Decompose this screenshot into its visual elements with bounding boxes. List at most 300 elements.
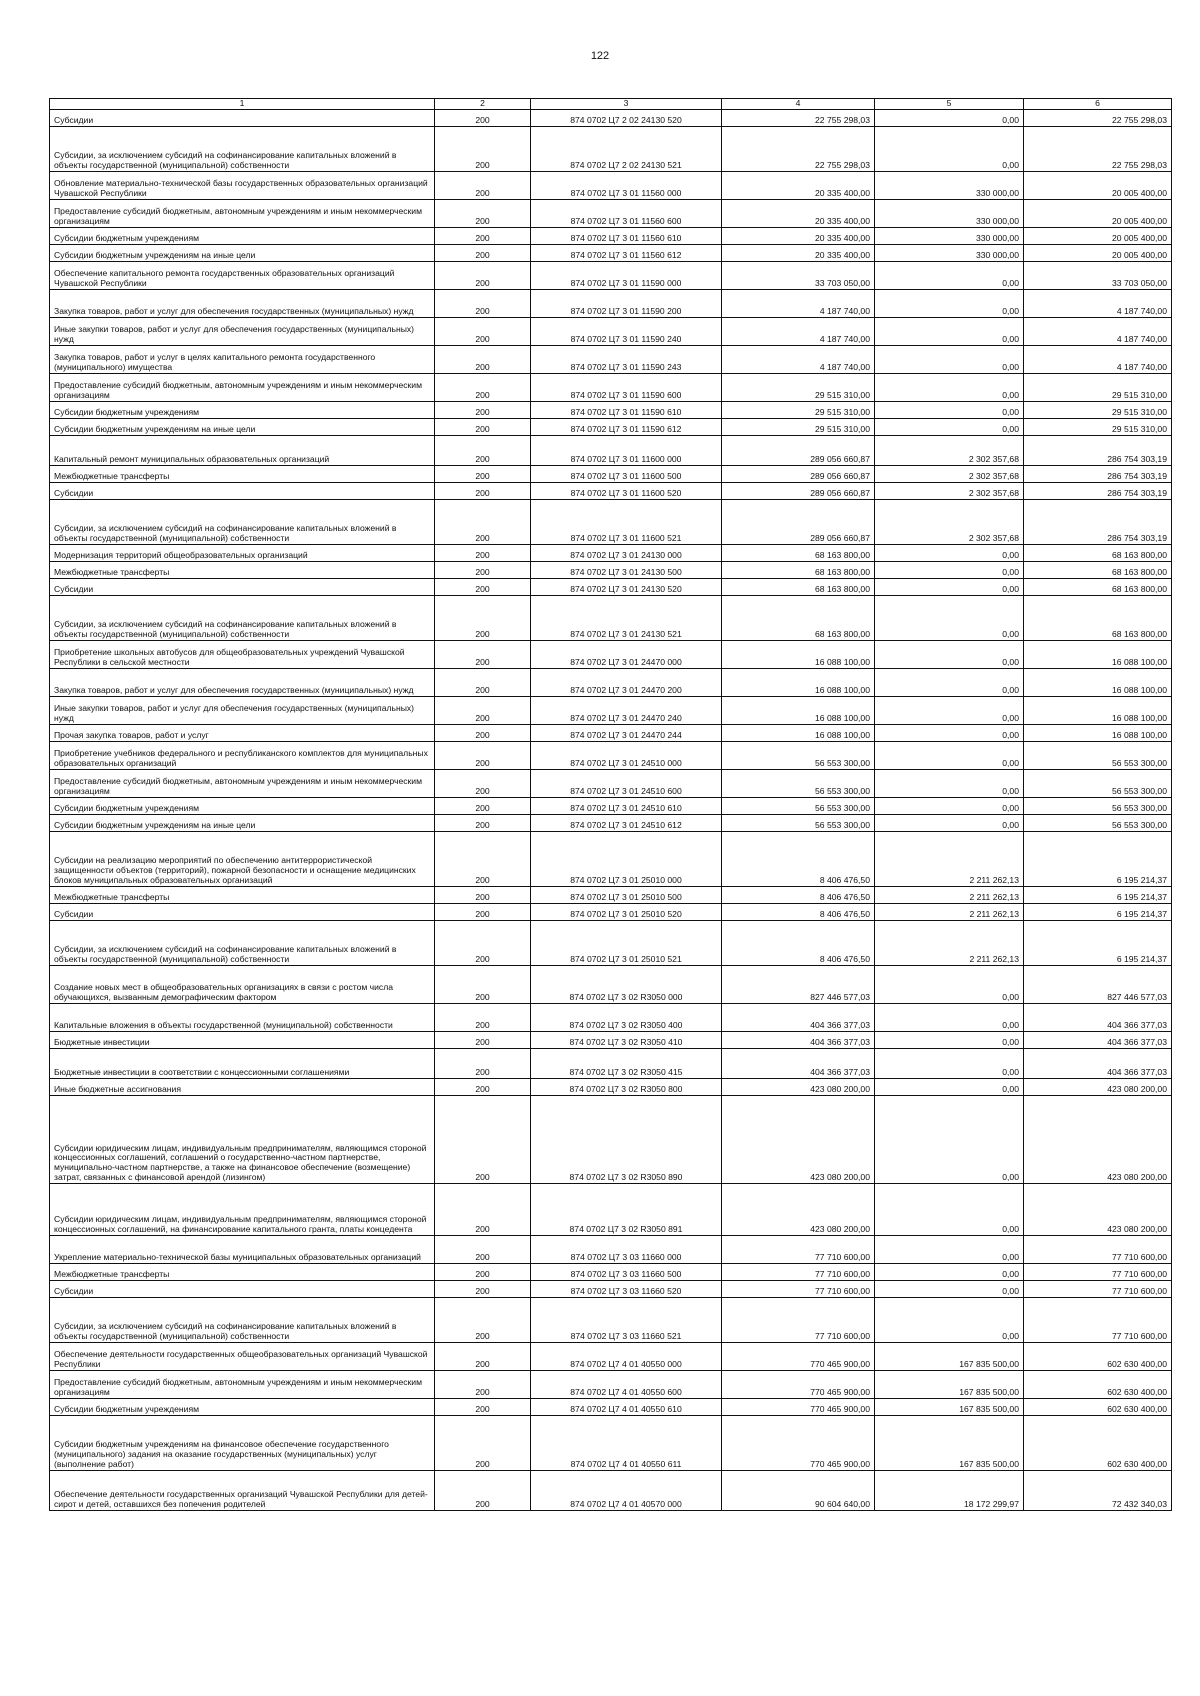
amount-col6: 20 005 400,00 xyxy=(1024,228,1172,245)
budget-item-name: Бюджетные инвестиции xyxy=(50,1032,435,1049)
admin-code: 200 xyxy=(435,245,531,262)
amount-col4: 56 553 300,00 xyxy=(722,815,875,832)
table-row xyxy=(50,1399,1172,1416)
table-row xyxy=(50,172,1172,200)
admin-code: 200 xyxy=(435,1184,531,1236)
admin-code: 200 xyxy=(435,770,531,798)
budget-item-name: Закупка товаров, работ и услуг для обеспечения государственных (муниципальных) нужд xyxy=(50,290,435,318)
amount-col6: 6 195 214,37 xyxy=(1024,832,1172,887)
table-row xyxy=(50,1264,1172,1281)
budget-item-name: Иные закупки товаров, работ и услуг для обеспечения государственных (муниципальных) нужд xyxy=(50,318,435,346)
admin-code: 200 xyxy=(435,228,531,245)
admin-code: 200 xyxy=(435,798,531,815)
budget-item-name: Субсидии xyxy=(50,904,435,921)
table-row xyxy=(50,262,1172,290)
admin-code: 200 xyxy=(435,262,531,290)
amount-col6: 68 163 800,00 xyxy=(1024,579,1172,596)
amount-col4: 770 465 900,00 xyxy=(722,1416,875,1471)
budget-classification-code: 874 0702 Ц7 4 01 40550 000 xyxy=(531,1343,722,1371)
budget-classification-code: 874 0702 Ц7 3 01 11600 500 xyxy=(531,466,722,483)
budget-classification-code: 874 0702 Ц7 3 01 11590 200 xyxy=(531,290,722,318)
budget-classification-code: 874 0702 Ц7 3 03 11660 520 xyxy=(531,1281,722,1298)
amount-col6: 33 703 050,00 xyxy=(1024,262,1172,290)
amount-col4: 770 465 900,00 xyxy=(722,1399,875,1416)
amount-col6: 68 163 800,00 xyxy=(1024,596,1172,641)
budget-item-name: Межбюджетные трансферты xyxy=(50,1264,435,1281)
admin-code: 200 xyxy=(435,110,531,127)
budget-classification-code: 874 0702 Ц7 3 01 24510 000 xyxy=(531,742,722,770)
budget-classification-code: 874 0702 Ц7 4 01 40550 611 xyxy=(531,1416,722,1471)
budget-item-name: Субсидии, за исключением субсидий на софинансирование капитальных вложений в объекты государственной (муниципальной) собственности xyxy=(50,1298,435,1343)
amount-col6: 77 710 600,00 xyxy=(1024,1281,1172,1298)
budget-item-name: Иные бюджетные ассигнования xyxy=(50,1079,435,1096)
budget-item-name: Межбюджетные трансферты xyxy=(50,466,435,483)
admin-code: 200 xyxy=(435,921,531,966)
budget-classification-code: 874 0702 Ц7 3 01 11560 600 xyxy=(531,200,722,228)
budget-classification-code: 874 0702 Ц7 2 02 24130 521 xyxy=(531,127,722,172)
budget-classification-code: 874 0702 Ц7 3 01 24130 520 xyxy=(531,579,722,596)
table-row xyxy=(50,669,1172,697)
table-row xyxy=(50,832,1172,887)
amount-col5: 330 000,00 xyxy=(875,172,1024,200)
budget-table xyxy=(49,98,1172,1511)
amount-col4: 29 515 310,00 xyxy=(722,402,875,419)
budget-item-name: Предоставление субсидий бюджетным, автономным учреждениям и иным некоммерческим организациям xyxy=(50,374,435,402)
amount-col4: 16 088 100,00 xyxy=(722,669,875,697)
table-row xyxy=(50,1004,1172,1032)
amount-col5: 2 302 357,68 xyxy=(875,466,1024,483)
budget-item-name: Модернизация территорий общеобразовательных организаций xyxy=(50,545,435,562)
budget-classification-code: 874 0702 Ц7 3 01 25010 500 xyxy=(531,887,722,904)
amount-col4: 4 187 740,00 xyxy=(722,290,875,318)
amount-col5: 0,00 xyxy=(875,318,1024,346)
amount-col4: 20 335 400,00 xyxy=(722,172,875,200)
admin-code: 200 xyxy=(435,419,531,436)
column-header: 4 xyxy=(722,99,875,110)
budget-classification-code: 874 0702 Ц7 3 01 25010 000 xyxy=(531,832,722,887)
column-number-row xyxy=(50,99,1172,110)
budget-item-name: Предоставление субсидий бюджетным, автономным учреждениям и иным некоммерческим организациям xyxy=(50,1371,435,1399)
amount-col4: 56 553 300,00 xyxy=(722,742,875,770)
budget-classification-code: 874 0702 Ц7 3 03 11660 500 xyxy=(531,1264,722,1281)
amount-col6: 56 553 300,00 xyxy=(1024,815,1172,832)
table-row xyxy=(50,887,1172,904)
budget-item-name: Субсидии бюджетным учреждениям xyxy=(50,228,435,245)
budget-classification-code: 874 0702 Ц7 3 01 11590 243 xyxy=(531,346,722,374)
column-header: 6 xyxy=(1024,99,1172,110)
amount-col4: 770 465 900,00 xyxy=(722,1343,875,1371)
amount-col5: 0,00 xyxy=(875,770,1024,798)
admin-code: 200 xyxy=(435,200,531,228)
amount-col5: 167 835 500,00 xyxy=(875,1399,1024,1416)
table-row xyxy=(50,346,1172,374)
admin-code: 200 xyxy=(435,483,531,500)
table-row xyxy=(50,500,1172,545)
admin-code: 200 xyxy=(435,127,531,172)
table-row xyxy=(50,966,1172,1004)
admin-code: 200 xyxy=(435,346,531,374)
amount-col5: 2 302 357,68 xyxy=(875,483,1024,500)
table-row xyxy=(50,127,1172,172)
table-row xyxy=(50,1236,1172,1264)
amount-col6: 286 754 303,19 xyxy=(1024,436,1172,466)
admin-code: 200 xyxy=(435,545,531,562)
amount-col6: 16 088 100,00 xyxy=(1024,725,1172,742)
column-header: 2 xyxy=(435,99,531,110)
amount-col6: 602 630 400,00 xyxy=(1024,1416,1172,1471)
amount-col5: 0,00 xyxy=(875,262,1024,290)
admin-code: 200 xyxy=(435,697,531,725)
admin-code: 200 xyxy=(435,669,531,697)
amount-col5: 0,00 xyxy=(875,641,1024,669)
amount-col6: 423 080 200,00 xyxy=(1024,1079,1172,1096)
table-row xyxy=(50,200,1172,228)
admin-code: 200 xyxy=(435,562,531,579)
amount-col4: 20 335 400,00 xyxy=(722,228,875,245)
admin-code: 200 xyxy=(435,1264,531,1281)
table-row xyxy=(50,318,1172,346)
admin-code: 200 xyxy=(435,596,531,641)
amount-col6: 29 515 310,00 xyxy=(1024,419,1172,436)
table-row xyxy=(50,290,1172,318)
amount-col4: 8 406 476,50 xyxy=(722,887,875,904)
budget-classification-code: 874 0702 Ц7 3 02 R3050 000 xyxy=(531,966,722,1004)
budget-item-name: Субсидии бюджетным учреждениям на иные цели xyxy=(50,245,435,262)
amount-col4: 404 366 377,03 xyxy=(722,1004,875,1032)
amount-col5: 0,00 xyxy=(875,290,1024,318)
budget-classification-code: 874 0702 Ц7 3 01 25010 521 xyxy=(531,921,722,966)
table-row xyxy=(50,1079,1172,1096)
amount-col6: 77 710 600,00 xyxy=(1024,1264,1172,1281)
amount-col5: 0,00 xyxy=(875,402,1024,419)
table-row xyxy=(50,641,1172,669)
admin-code: 200 xyxy=(435,1416,531,1471)
amount-col4: 20 335 400,00 xyxy=(722,245,875,262)
amount-col6: 16 088 100,00 xyxy=(1024,669,1172,697)
table-row xyxy=(50,419,1172,436)
budget-classification-code: 874 0702 Ц7 3 01 24130 500 xyxy=(531,562,722,579)
amount-col5: 0,00 xyxy=(875,1049,1024,1079)
amount-col5: 0,00 xyxy=(875,562,1024,579)
amount-col6: 56 553 300,00 xyxy=(1024,742,1172,770)
amount-col6: 6 195 214,37 xyxy=(1024,887,1172,904)
amount-col6: 68 163 800,00 xyxy=(1024,545,1172,562)
budget-item-name: Создание новых мест в общеобразовательных организациях в связи с ростом числа обучающихся, вызванным демографическим фактором xyxy=(50,966,435,1004)
budget-item-name: Обновление материально-технической базы государственных образовательных организаций Чувашской Республики xyxy=(50,172,435,200)
amount-col6: 72 432 340,03 xyxy=(1024,1471,1172,1511)
amount-col5: 0,00 xyxy=(875,596,1024,641)
budget-classification-code: 874 0702 Ц7 3 02 R3050 891 xyxy=(531,1184,722,1236)
table-body xyxy=(50,110,1172,1511)
budget-item-name: Субсидии, за исключением субсидий на софинансирование капитальных вложений в объекты государственной (муниципальной) собственности xyxy=(50,500,435,545)
amount-col5: 0,00 xyxy=(875,966,1024,1004)
admin-code: 200 xyxy=(435,832,531,887)
amount-col5: 18 172 299,97 xyxy=(875,1471,1024,1511)
budget-classification-code: 874 0702 Ц7 3 01 24470 000 xyxy=(531,641,722,669)
amount-col6: 404 366 377,03 xyxy=(1024,1032,1172,1049)
budget-item-name: Капитальный ремонт муниципальных образовательных организаций xyxy=(50,436,435,466)
amount-col6: 4 187 740,00 xyxy=(1024,290,1172,318)
amount-col4: 4 187 740,00 xyxy=(722,346,875,374)
amount-col4: 22 755 298,03 xyxy=(722,110,875,127)
table-row xyxy=(50,1416,1172,1471)
budget-item-name: Иные закупки товаров, работ и услуг для обеспечения государственных (муниципальных) нужд xyxy=(50,697,435,725)
amount-col6: 68 163 800,00 xyxy=(1024,562,1172,579)
budget-classification-code: 874 0702 Ц7 3 01 11600 520 xyxy=(531,483,722,500)
budget-classification-code: 874 0702 Ц7 4 01 40550 610 xyxy=(531,1399,722,1416)
admin-code: 200 xyxy=(435,1096,531,1184)
amount-col5: 0,00 xyxy=(875,697,1024,725)
table-row xyxy=(50,1298,1172,1343)
amount-col6: 77 710 600,00 xyxy=(1024,1236,1172,1264)
budget-item-name: Субсидии xyxy=(50,110,435,127)
amount-col4: 8 406 476,50 xyxy=(722,921,875,966)
amount-col5: 0,00 xyxy=(875,1281,1024,1298)
amount-col6: 20 005 400,00 xyxy=(1024,200,1172,228)
budget-item-name: Обеспечение деятельности государственных общеобразовательных организаций Чувашской Республики xyxy=(50,1343,435,1371)
amount-col6: 827 446 577,03 xyxy=(1024,966,1172,1004)
budget-classification-code: 874 0702 Ц7 3 01 24510 600 xyxy=(531,770,722,798)
amount-col6: 16 088 100,00 xyxy=(1024,697,1172,725)
budget-item-name: Субсидии, за исключением субсидий на софинансирование капитальных вложений в объекты государственной (муниципальной) собственности xyxy=(50,596,435,641)
admin-code: 200 xyxy=(435,579,531,596)
admin-code: 200 xyxy=(435,436,531,466)
table-row xyxy=(50,1184,1172,1236)
amount-col6: 77 710 600,00 xyxy=(1024,1298,1172,1343)
amount-col4: 8 406 476,50 xyxy=(722,832,875,887)
amount-col4: 423 080 200,00 xyxy=(722,1079,875,1096)
table-row xyxy=(50,436,1172,466)
budget-item-name: Субсидии xyxy=(50,483,435,500)
table-row xyxy=(50,1049,1172,1079)
amount-col5: 0,00 xyxy=(875,669,1024,697)
amount-col6: 602 630 400,00 xyxy=(1024,1371,1172,1399)
budget-classification-code: 874 0702 Ц7 3 01 11590 600 xyxy=(531,374,722,402)
amount-col4: 56 553 300,00 xyxy=(722,770,875,798)
column-header: 3 xyxy=(531,99,722,110)
amount-col4: 404 366 377,03 xyxy=(722,1032,875,1049)
budget-classification-code: 874 0702 Ц7 3 01 24470 200 xyxy=(531,669,722,697)
budget-item-name: Субсидии xyxy=(50,579,435,596)
table-row xyxy=(50,921,1172,966)
table-row xyxy=(50,798,1172,815)
budget-classification-code: 874 0702 Ц7 3 01 11560 612 xyxy=(531,245,722,262)
column-header: 1 xyxy=(50,99,435,110)
amount-col4: 56 553 300,00 xyxy=(722,798,875,815)
budget-item-name: Обеспечение деятельности государственных организаций Чувашской Республики для детей-сирот и детей, оставшихся без попечения родителей xyxy=(50,1471,435,1511)
amount-col4: 68 163 800,00 xyxy=(722,579,875,596)
amount-col4: 289 056 660,87 xyxy=(722,483,875,500)
budget-classification-code: 874 0702 Ц7 3 02 R3050 415 xyxy=(531,1049,722,1079)
amount-col4: 29 515 310,00 xyxy=(722,374,875,402)
amount-col5: 330 000,00 xyxy=(875,228,1024,245)
amount-col5: 0,00 xyxy=(875,798,1024,815)
amount-col6: 20 005 400,00 xyxy=(1024,245,1172,262)
amount-col4: 16 088 100,00 xyxy=(722,725,875,742)
budget-classification-code: 874 0702 Ц7 3 01 11600 521 xyxy=(531,500,722,545)
amount-col4: 20 335 400,00 xyxy=(722,200,875,228)
budget-classification-code: 874 0702 Ц7 3 01 24470 244 xyxy=(531,725,722,742)
page-number: 122 xyxy=(590,50,610,62)
amount-col5: 2 211 262,13 xyxy=(875,832,1024,887)
amount-col5: 0,00 xyxy=(875,725,1024,742)
budget-item-name: Межбюджетные трансферты xyxy=(50,887,435,904)
admin-code: 200 xyxy=(435,641,531,669)
admin-code: 200 xyxy=(435,1049,531,1079)
amount-col4: 289 056 660,87 xyxy=(722,436,875,466)
budget-item-name: Капитальные вложения в объекты государственной (муниципальной) собственности xyxy=(50,1004,435,1032)
amount-col4: 404 366 377,03 xyxy=(722,1049,875,1079)
budget-item-name: Субсидии бюджетным учреждениям xyxy=(50,402,435,419)
budget-classification-code: 874 0702 Ц7 3 01 11590 610 xyxy=(531,402,722,419)
budget-classification-code: 874 0702 Ц7 4 01 40570 000 xyxy=(531,1471,722,1511)
column-header: 5 xyxy=(875,99,1024,110)
budget-classification-code: 874 0702 Ц7 3 01 24130 521 xyxy=(531,596,722,641)
amount-col6: 56 553 300,00 xyxy=(1024,770,1172,798)
amount-col6: 286 754 303,19 xyxy=(1024,500,1172,545)
table-row xyxy=(50,228,1172,245)
budget-classification-code: 874 0702 Ц7 3 01 11590 000 xyxy=(531,262,722,290)
budget-item-name: Субсидии юридическим лицам, индивидуальным предпринимателям, являющимся стороной концессионных соглашений, на финансирование капитального гранта, платы концедента xyxy=(50,1184,435,1236)
amount-col6: 602 630 400,00 xyxy=(1024,1343,1172,1371)
amount-col5: 2 211 262,13 xyxy=(875,904,1024,921)
budget-classification-code: 874 0702 Ц7 3 01 11590 612 xyxy=(531,419,722,436)
table-row xyxy=(50,466,1172,483)
admin-code: 200 xyxy=(435,1004,531,1032)
table-row xyxy=(50,402,1172,419)
budget-item-name: Укрепление материально-технической базы муниципальных образовательных организаций xyxy=(50,1236,435,1264)
budget-item-name: Закупка товаров, работ и услуг в целях капитального ремонта государственного (муниципального) имущества xyxy=(50,346,435,374)
amount-col5: 2 211 262,13 xyxy=(875,887,1024,904)
amount-col6: 286 754 303,19 xyxy=(1024,483,1172,500)
budget-item-name: Обеспечение капитального ремонта государственных образовательных организаций Чувашской Республики xyxy=(50,262,435,290)
table-row xyxy=(50,1032,1172,1049)
table-row xyxy=(50,483,1172,500)
amount-col4: 77 710 600,00 xyxy=(722,1298,875,1343)
admin-code: 200 xyxy=(435,466,531,483)
amount-col6: 423 080 200,00 xyxy=(1024,1096,1172,1184)
table-row xyxy=(50,1343,1172,1371)
table-row xyxy=(50,110,1172,127)
budget-item-name: Субсидии бюджетным учреждениям xyxy=(50,798,435,815)
budget-item-name: Приобретение учебников федерального и республиканского комплектов для муниципальных образовательных организаций xyxy=(50,742,435,770)
amount-col6: 4 187 740,00 xyxy=(1024,318,1172,346)
table-row xyxy=(50,562,1172,579)
amount-col4: 22 755 298,03 xyxy=(722,127,875,172)
table-row xyxy=(50,770,1172,798)
amount-col5: 0,00 xyxy=(875,545,1024,562)
table-row xyxy=(50,725,1172,742)
amount-col4: 289 056 660,87 xyxy=(722,500,875,545)
admin-code: 200 xyxy=(435,725,531,742)
admin-code: 200 xyxy=(435,966,531,1004)
table-row xyxy=(50,545,1172,562)
admin-code: 200 xyxy=(435,402,531,419)
budget-classification-code: 874 0702 Ц7 4 01 40550 600 xyxy=(531,1371,722,1399)
budget-item-name: Бюджетные инвестиции в соответствии с концессионными соглашениями xyxy=(50,1049,435,1079)
budget-classification-code: 874 0702 Ц7 3 01 25010 520 xyxy=(531,904,722,921)
amount-col6: 22 755 298,03 xyxy=(1024,110,1172,127)
amount-col6: 404 366 377,03 xyxy=(1024,1004,1172,1032)
admin-code: 200 xyxy=(435,290,531,318)
table-row xyxy=(50,596,1172,641)
table-row xyxy=(50,1371,1172,1399)
amount-col4: 827 446 577,03 xyxy=(722,966,875,1004)
budget-item-name: Закупка товаров, работ и услуг для обеспечения государственных (муниципальных) нужд xyxy=(50,669,435,697)
admin-code: 200 xyxy=(435,172,531,200)
amount-col4: 90 604 640,00 xyxy=(722,1471,875,1511)
budget-classification-code: 874 0702 Ц7 3 02 R3050 410 xyxy=(531,1032,722,1049)
amount-col5: 0,00 xyxy=(875,110,1024,127)
amount-col6: 20 005 400,00 xyxy=(1024,172,1172,200)
table-row xyxy=(50,904,1172,921)
admin-code: 200 xyxy=(435,1399,531,1416)
amount-col6: 29 515 310,00 xyxy=(1024,402,1172,419)
amount-col5: 2 211 262,13 xyxy=(875,921,1024,966)
amount-col5: 0,00 xyxy=(875,1236,1024,1264)
budget-item-name: Межбюджетные трансферты xyxy=(50,562,435,579)
amount-col5: 330 000,00 xyxy=(875,245,1024,262)
amount-col4: 289 056 660,87 xyxy=(722,466,875,483)
budget-classification-code: 874 0702 Ц7 3 01 11560 000 xyxy=(531,172,722,200)
amount-col6: 22 755 298,03 xyxy=(1024,127,1172,172)
admin-code: 200 xyxy=(435,1236,531,1264)
admin-code: 200 xyxy=(435,1079,531,1096)
amount-col5: 0,00 xyxy=(875,1079,1024,1096)
amount-col5: 0,00 xyxy=(875,742,1024,770)
budget-classification-code: 874 0702 Ц7 3 01 11560 610 xyxy=(531,228,722,245)
amount-col6: 423 080 200,00 xyxy=(1024,1184,1172,1236)
budget-classification-code: 874 0702 Ц7 3 01 24470 240 xyxy=(531,697,722,725)
table-row xyxy=(50,815,1172,832)
budget-classification-code: 874 0702 Ц7 3 02 R3050 400 xyxy=(531,1004,722,1032)
amount-col4: 33 703 050,00 xyxy=(722,262,875,290)
amount-col4: 16 088 100,00 xyxy=(722,641,875,669)
amount-col5: 0,00 xyxy=(875,419,1024,436)
budget-item-name: Субсидии бюджетным учреждениям на иные цели xyxy=(50,815,435,832)
amount-col6: 6 195 214,37 xyxy=(1024,921,1172,966)
amount-col4: 68 163 800,00 xyxy=(722,596,875,641)
amount-col6: 404 366 377,03 xyxy=(1024,1049,1172,1079)
budget-item-name: Предоставление субсидий бюджетным, автономным учреждениям и иным некоммерческим организациям xyxy=(50,770,435,798)
admin-code: 200 xyxy=(435,1298,531,1343)
admin-code: 200 xyxy=(435,815,531,832)
amount-col4: 4 187 740,00 xyxy=(722,318,875,346)
budget-item-name: Предоставление субсидий бюджетным, автономным учреждениям и иным некоммерческим организациям xyxy=(50,200,435,228)
admin-code: 200 xyxy=(435,1471,531,1511)
table-row xyxy=(50,245,1172,262)
amount-col6: 6 195 214,37 xyxy=(1024,904,1172,921)
budget-classification-code: 874 0702 Ц7 3 03 11660 000 xyxy=(531,1236,722,1264)
budget-item-name: Приобретение школьных автобусов для общеобразовательных учреждений Чувашской Республики в сельской местности xyxy=(50,641,435,669)
budget-item-name: Субсидии xyxy=(50,1281,435,1298)
table-row xyxy=(50,1471,1172,1511)
table-row xyxy=(50,374,1172,402)
budget-classification-code: 874 0702 Ц7 2 02 24130 520 xyxy=(531,110,722,127)
amount-col4: 423 080 200,00 xyxy=(722,1184,875,1236)
budget-item-name: Субсидии бюджетным учреждениям на иные цели xyxy=(50,419,435,436)
amount-col6: 4 187 740,00 xyxy=(1024,346,1172,374)
admin-code: 200 xyxy=(435,887,531,904)
budget-item-name: Субсидии, за исключением субсидий на софинансирование капитальных вложений в объекты государственной (муниципальной) собственности xyxy=(50,921,435,966)
budget-classification-code: 874 0702 Ц7 3 01 24510 610 xyxy=(531,798,722,815)
amount-col5: 2 302 357,68 xyxy=(875,436,1024,466)
amount-col5: 0,00 xyxy=(875,1184,1024,1236)
admin-code: 200 xyxy=(435,500,531,545)
budget-item-name: Субсидии, за исключением субсидий на софинансирование капитальных вложений в объекты государственной (муниципальной) собственности xyxy=(50,127,435,172)
admin-code: 200 xyxy=(435,1371,531,1399)
amount-col5: 0,00 xyxy=(875,1298,1024,1343)
